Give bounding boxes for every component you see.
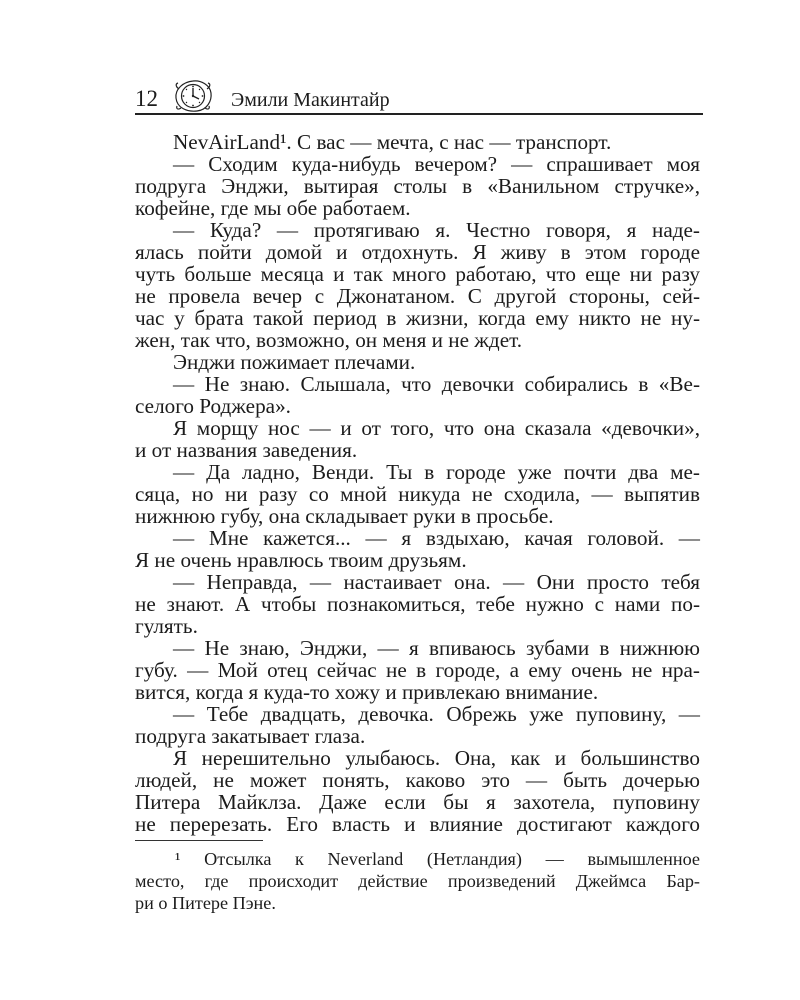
text-line: не перерезать. Его власть и влияние достигают каждого — [135, 812, 700, 836]
ornate-clock-icon — [173, 79, 213, 113]
text-line: Я морщу нос — и от того, что она сказала «девочки», — [173, 416, 700, 440]
text-line: гулять. — [135, 614, 198, 638]
text-line: ялась пойти домой и отдохнуть. Я живу в этом городе — [135, 240, 700, 264]
text-line: и от названия заведения. — [135, 438, 358, 462]
text-line: людей, не может понять, каково это — быть дочерью — [135, 768, 700, 792]
running-head: Эмили Макинтайр — [231, 89, 390, 111]
text-line: — Сходим куда-нибудь вечером? — спрашивает моя — [173, 152, 700, 176]
body-text — [135, 131, 700, 835]
text-line: сяца, но ни разу со мной никуда не сходила, — выпятив — [135, 482, 700, 506]
text-line: жен, так что, возможно, он меня и не ждет. — [135, 328, 523, 352]
page-number: 12 — [135, 86, 158, 111]
text-line: вится, когда я куда-то хожу и привлекаю внимание. — [135, 680, 599, 704]
text-line: Я нерешительно улыбаюсь. Она, как и большинство — [173, 746, 700, 770]
text-line: не провела вечер с Джонатаном. С другой стороны, сей- — [135, 284, 700, 308]
footnote-line: ¹ Отсылка к Neverland (Нетландия) — вымышленное — [175, 849, 700, 869]
text-line: Питера Майклза. Даже если бы я захотела, пуповину — [135, 790, 700, 814]
text-line: Я не очень нравлюсь твоим друзьям. — [135, 548, 467, 572]
header-rule — [135, 113, 703, 115]
text-line: кофейне, где мы обе работаем. — [135, 196, 411, 220]
footnote-line: место, где происходит действие произведений Джеймса Бар- — [135, 871, 700, 891]
text-line: не знают. А чтобы познакомиться, тебе нужно с нами по- — [135, 592, 700, 616]
text-line: — Тебе двадцать, девочка. Обрежь уже пуповину, — — [173, 702, 700, 726]
text-line: NevAirLand¹. С вас — мечта, с нас — транспорт. — [173, 130, 612, 154]
text-line: — Мне кажется... — я вздыхаю, качая головой. — — [173, 526, 700, 550]
text-line: час у брата такой период в жизни, когда ему никто не ну- — [135, 306, 700, 330]
footnote-line: ри о Питере Пэне. — [135, 893, 276, 913]
text-line: губу. — Мой отец сейчас не в городе, а ему очень не нра- — [135, 658, 700, 682]
text-line: подруга закатывает глаза. — [135, 724, 366, 748]
page-header — [135, 78, 703, 118]
footnote-rule — [135, 840, 263, 841]
footnote — [135, 848, 700, 914]
text-line: — Да ладно, Венди. Ты в городе уже почти два ме- — [173, 460, 700, 484]
text-line: — Не знаю. Слышала, что девочки собирались в «Ве- — [173, 372, 700, 396]
text-line: — Неправда, — настаивает она. — Они просто тебя — [173, 570, 700, 594]
text-line: чуть больше месяца и так много работаю, что еще ни разу — [135, 262, 700, 286]
text-line: — Куда? — протягиваю я. Честно говоря, я наде- — [173, 218, 700, 242]
text-line: Энджи пожимает плечами. — [173, 350, 416, 374]
text-line: селого Роджера». — [135, 394, 291, 418]
text-line: — Не знаю, Энджи, — я впиваюсь зубами в нижнюю — [173, 636, 700, 660]
text-line: подруга Энджи, вытирая столы в «Ванильном стручке», — [135, 174, 700, 198]
text-line: нижнюю губу, она складывает руки в просьбе. — [135, 504, 554, 528]
